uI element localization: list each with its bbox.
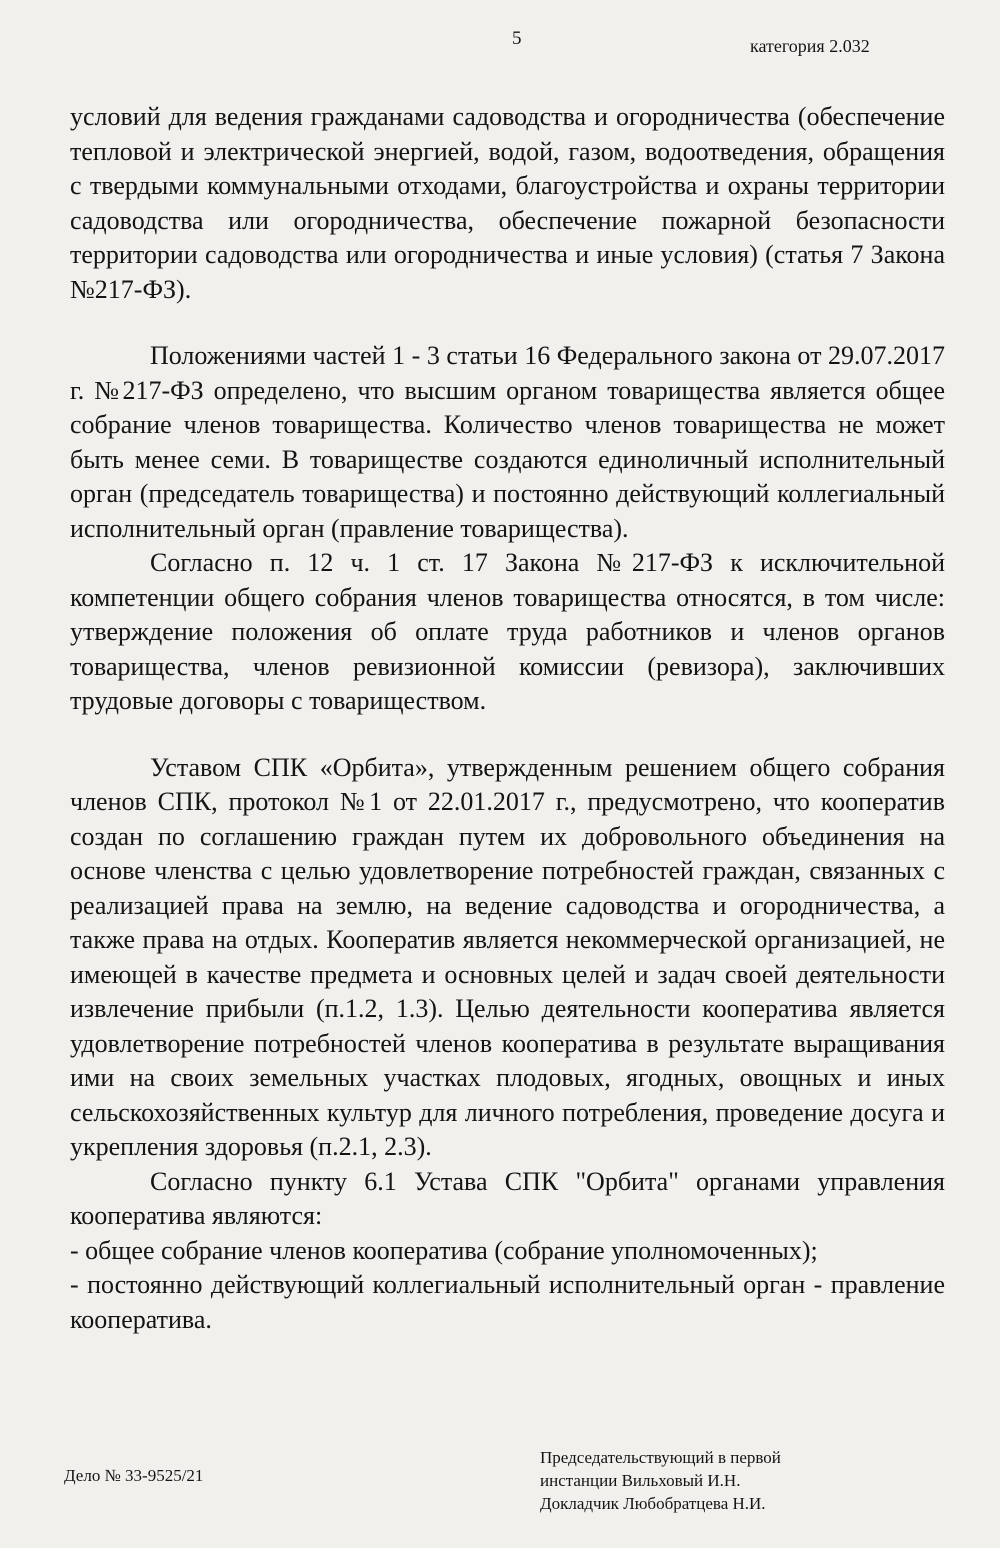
reporter-line: Докладчик Любобратцева Н.И. (540, 1494, 766, 1513)
presiding-judge-block (540, 1446, 781, 1515)
document-body (70, 100, 945, 1337)
case-number: Дело № 33-9525/21 (64, 1466, 204, 1485)
presiding-line-1: Председательствующий в первой (540, 1448, 781, 1467)
paragraph-2: Положениями частей 1 - 3 статьи 16 Федерального закона от 29.07.2017 г. №217-ФЗ определено, что высшим органом товарищества является общее собрание членов товарищества. Количество членов товарищества не может быть менее семи. В товариществе создаются единоличный исполнительный орган (председатель товарищества) и постоянно действующий коллегиальный исполнительный орган (правление товарищества). (70, 341, 945, 543)
paragraph-3: Согласно п. 12 ч. 1 ст. 17 Закона №217-ФЗ к исключительной компетенции общего собрания членов товарищества относятся, в том числе: утверждение положения об оплате труда работников и членов органов товарищества, членов ревизионной комиссии (ревизора), заключивших трудовые договоры с товариществом. (70, 548, 945, 715)
presiding-line-2: инстанции Вильховый И.Н. (540, 1471, 741, 1490)
category-label: категория 2.032 (750, 36, 870, 56)
paragraph-5: Согласно пункту 6.1 Устава СПК "Орбита" органами управления кооператива являются: (70, 1166, 945, 1230)
page-number: 5 (512, 28, 522, 49)
paragraph-1: условий для ведения гражданами садоводства и огородничества (обеспечение тепловой и электрической энергией, водой, газом, водоотведения, обращения с твердыми коммунальными отходами, благоустройства и охраны территории садоводства или огородничества, обеспечение пожарной безопасности территории садоводства или огородничества и иные условия) (статья 7 Закона №217-ФЗ). (70, 102, 945, 304)
list-item-general-meeting: - общее собрание членов кооператива (собрание уполномоченных); (70, 1235, 818, 1265)
paragraph-4: Уставом СПК «Орбита», утвержденным решением общего собрания членов СПК, протокол №1 от 22.01.2017 г., предусмотрено, что кооператив создан по соглашению граждан путем их добровольного объединения на основе членства с целью удовлетворение потребностей граждан, связанных с реализацией права на землю, на ведение садоводства и огородничества, а также права на отдых. Кооператив является некоммерческой организацией, не имеющей в качестве предмета и основных целей и задач своей деятельности извлечение прибыли (п.1.2, 1.3). Целью деятельности кооператива является удовлетворение потребностей членов кооператива в результате выращивания ими на своих земельных участках плодовых, ягодных, овощных и иных сельскохозяйственных культур для личного потребления, проведение досуга и укрепления здоровья (п.2.1, 2.3). (70, 752, 945, 1161)
list-item-board: - постоянно действующий коллегиальный исполнительный орган - правление кооператива. (70, 1270, 945, 1334)
